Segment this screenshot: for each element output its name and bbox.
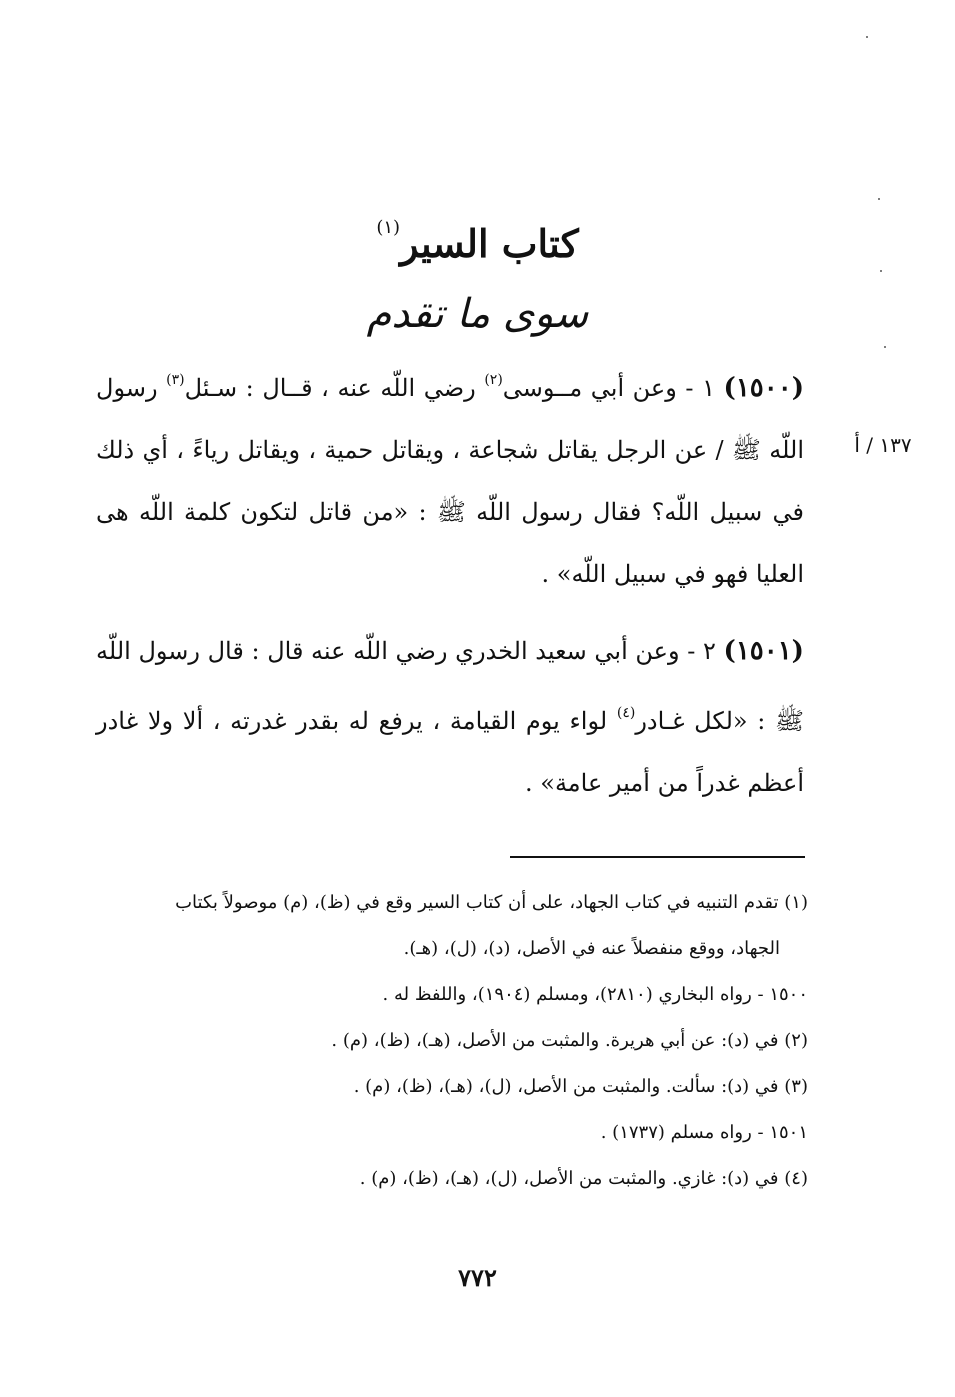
chapter-title-text: كتاب السير (400, 221, 579, 266)
hadith-text: لواء يوم القيامة ، يرفع له بقدر غدرته ، ألا ولا (147, 707, 608, 735)
footnote: ١٥٠٠ - رواه البخاري (٢٨١٠)، ومسلم (١٩٠٤)، واللفظ له . (382, 984, 808, 1005)
footnote-marker: (٣) (166, 372, 185, 388)
hadith-text: غادر أعظم غدراً من أمير عامة» . (96, 707, 804, 797)
scan-speck (878, 198, 880, 200)
hadith-1500 (96, 349, 804, 605)
scan-speck (880, 270, 882, 272)
hadith-1501 (96, 620, 804, 814)
scan-speck (884, 346, 886, 348)
hadith-text: أي ذلك في سبيل اللّه؟ فقال رسول اللّه ﷺ : «من قاتل لتكون كلمة اللّه (96, 436, 804, 526)
manuscript-folio-ref: ١٣٧ / أ (854, 433, 912, 457)
hadith-text: اللّه ﷺ : «لكل غـادر (96, 637, 805, 735)
footnote: ١٥٠١ - رواه مسلم (١٧٣٧) . (600, 1122, 808, 1143)
footnote: الجهاد، ووقع منفصلاً عنه في الأصل، (د)، (ل)، (هـ). (403, 938, 780, 959)
footnote: (١) تقدم التنبيه في كتاب الجهاد، على أن كتاب السير وقع في (ظ)، (م) موصولاً بكتاب (175, 892, 808, 913)
chapter-subtitle: سوى ما تقدم (366, 291, 589, 337)
hadith-text: ٢ - وعن أبي سعيد الخدري رضي اللّه عنه قال : قال رسول (138, 637, 716, 665)
hadith-text: رضي اللّه عنه ، قــال : سـئل (184, 374, 476, 402)
footnote-marker: (٤) (616, 705, 636, 721)
footnotes (96, 880, 808, 1202)
chapter-title (0, 198, 955, 274)
scan-speck (866, 36, 868, 38)
footnote-divider (510, 856, 805, 858)
hadith-text: ١ - وعن أبي مــوسى (502, 374, 715, 402)
page-number: ٧٧٢ (458, 1263, 497, 1292)
footnote: (٤) في (د): غازي. والمثبت من الأصل، (ل)، (هـ)، (ظ)، (م) . (359, 1168, 808, 1189)
footnote-marker: (٢) (484, 372, 503, 388)
footnote: (٣) في (د): سألت. والمثبت من الأصل، (ل)، (هـ)، (ظ)، (م) . (353, 1076, 808, 1097)
hadith-number: (١٥٠١) (723, 636, 804, 666)
chapter-title-note: (١) (376, 217, 401, 238)
hadith-text: رسول اللّه ﷺ / عن الرجل يقاتل شجاعة ، ويقاتل حمية ، ويقاتل رياءً ، (96, 374, 804, 464)
hadith-number: (١٥٠٠) (723, 373, 804, 403)
hadith-text: هى العليا فهو في سبيل اللّه» . (96, 498, 804, 588)
footnote: (٢) في (د): عن أبي هريرة. والمثبت من الأصل، (هـ)، (ظ)، (م) . (331, 1030, 808, 1051)
